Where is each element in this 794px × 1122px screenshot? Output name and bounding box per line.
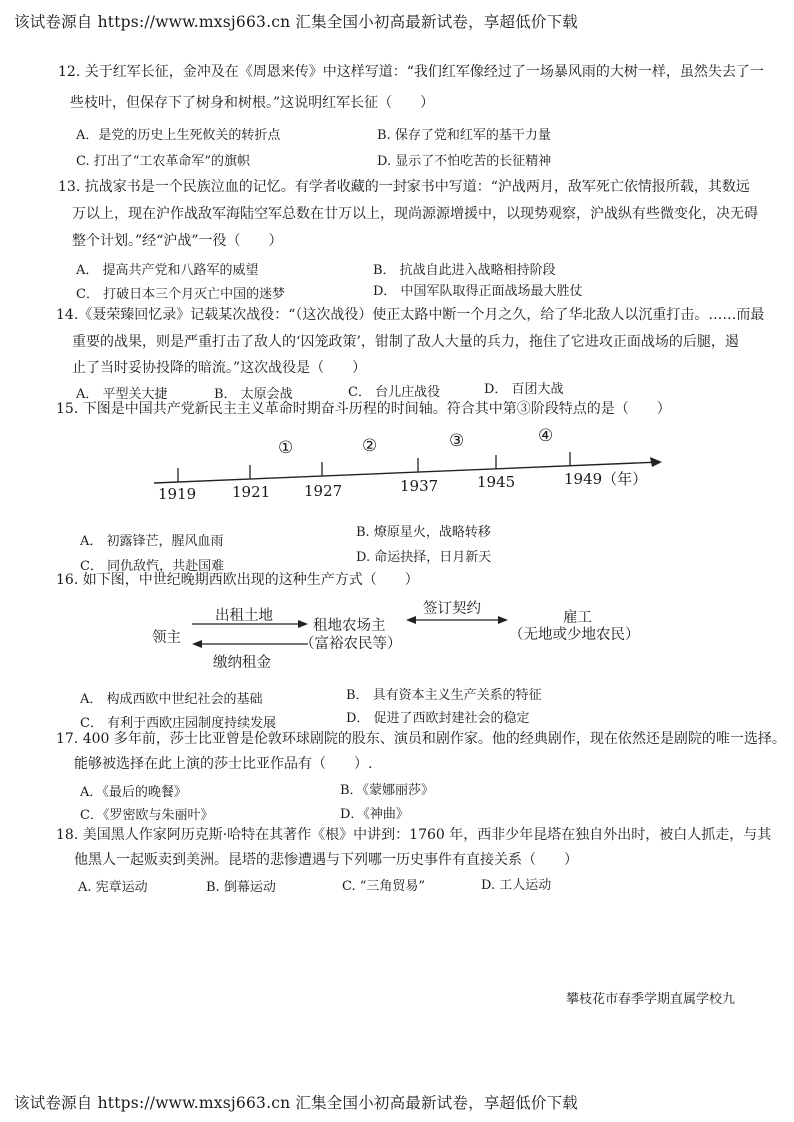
option-a: A．是党的历史上生死攸关的转折点 xyxy=(76,128,281,143)
question-stem-line: 12. 关于红军长征，金冲及在《周恩来传》中这样写道：“我们红军像经过了一场暴风雨的大树一样，虽然失去了一 xyxy=(58,64,764,80)
option-d: D. 显示了不怕吃苦的长征精神 xyxy=(377,154,552,169)
question-stem-line: 15. 下图是中国共产党新民主主义革命时期奋斗历程的时间轴。符合其中第③阶段特点的是（ ） xyxy=(56,401,671,417)
option-b: B. 燎原星火，战略转移 xyxy=(356,525,491,540)
question-stem-line: 重要的战果，则是严重打击了敌人的‘囚笼政策’，钳制了敌人大量的兵力，拖住了它进攻正面战场的后腿，遏 xyxy=(72,334,739,350)
option-c: C． 台儿庄战役 xyxy=(348,385,441,400)
question-stem-line: 16. 如下图，中世纪晚期西欧出现的这种生产方式（ ） xyxy=(56,572,419,588)
option-a: A． 构成西欧中世纪社会的基础 xyxy=(80,692,263,707)
flow-label-contract: 签订契约 xyxy=(423,601,481,617)
option-c: C． 打破日本三个月灭亡中国的迷梦 xyxy=(76,287,286,302)
option-c: C．《罗密欧与朱丽叶》 xyxy=(80,808,214,823)
arrow-rent-head xyxy=(192,640,202,648)
question-stem-line: 13. 抗战家书是一个民族泣血的记忆。有学者收藏的一封家书中写道：“沪战两月，敌军死亡依情报所载，其数远 xyxy=(58,179,750,195)
option-b: B. 倒幕运动 xyxy=(206,880,276,895)
option-d: D． 百团大战 xyxy=(484,382,564,397)
page-header-source: 该试卷源自 https://www.mxsj663.cn 汇集全国小初高最新试卷，享超低价下载 xyxy=(14,13,579,31)
year-label: 1949（年） xyxy=(564,470,648,488)
stage-label-1: ① xyxy=(278,438,294,458)
option-c: C. 打出了“工农革命军”的旗帜 xyxy=(76,154,251,169)
option-c: C． 同仇敌忾，共赴国难 xyxy=(80,559,225,574)
question-stem-line: 止了当时妥协投降的暗流。”这次战役是（ ） xyxy=(72,360,367,376)
option-b: B. 保存了党和红军的基干力量 xyxy=(377,128,551,143)
option-a: A．《最后的晚餐》 xyxy=(80,785,187,800)
stage-label-4: ④ xyxy=(538,426,554,446)
flow-node-laborer-note: （无地或少地农民） xyxy=(509,627,640,643)
timeline-arrowhead xyxy=(650,457,662,467)
option-d: D. 工人运动 xyxy=(481,878,552,893)
stage-label-2: ② xyxy=(362,436,378,456)
question-stem-line: 17. 400 多年前，莎士比亚曾是伦敦环球剧院的股东、演员和剧作家。他的经典剧作，现在依然还是剧院的唯一选择。 xyxy=(56,731,786,747)
option-b: B． 具有资本主义生产关系的特征 xyxy=(346,688,542,703)
arrow-contract-left-head xyxy=(406,616,416,624)
page-footer-source: 该试卷源自 https://www.mxsj663.cn 汇集全国小初高最新试卷，享超低价下载 xyxy=(14,1094,579,1112)
arrow-lease-head xyxy=(298,620,308,628)
flow-arrows xyxy=(188,616,518,656)
question-stem-line: 14.《聂荣臻回忆录》记载某次战役：“（这次战役）使正太路中断一个月之久，给了华北敌人以沉重打击。……而最 xyxy=(56,307,765,323)
option-d: D． 促进了西欧封建社会的稳定 xyxy=(346,711,530,726)
question-stem-line: 些枝叶，但保存下了树身和树根。”这说明红军长征（ ） xyxy=(70,95,435,111)
flow-node-tenant: 租地农场主 xyxy=(313,618,386,634)
flow-label-lease: 出租土地 xyxy=(215,608,273,624)
option-b: B． 抗战自此进入战略相持阶段 xyxy=(373,263,556,278)
year-label: 1921 xyxy=(232,483,271,501)
year-label: 1937 xyxy=(400,477,439,495)
question-stem-line: 万以上，现在沪作战敌军海陆空军总数在廿万以上，现尚源源增援中，以现势观察，沪战纵有些微变化，决无碍 xyxy=(72,206,758,222)
year-label: 1945 xyxy=(477,473,516,491)
arrow-contract-right-head xyxy=(498,616,508,624)
school-label: 攀枝花市春季学期直属学校九 xyxy=(566,992,736,1007)
option-a: A． 初露锋芒，腥风血雨 xyxy=(80,534,224,549)
question-stem-line: 整个计划。”经“沪战”一役（ ） xyxy=(72,233,283,249)
flow-node-lord: 领主 xyxy=(152,630,181,646)
option-c: C. “三角贸易” xyxy=(342,879,426,894)
option-d: D. 命运抉择，日月新天 xyxy=(356,550,492,565)
year-label: 1919 xyxy=(158,485,197,503)
question-stem-line: 他黑人一起贩卖到美洲。昆塔的悲惨遭遇与下列哪一历史事件有直接关系（ ） xyxy=(74,852,578,868)
year-label: 1927 xyxy=(304,482,343,500)
option-b: B． 太原会战 xyxy=(214,387,293,402)
option-b: B．《蒙娜丽莎》 xyxy=(340,783,435,798)
option-d: D．《神曲》 xyxy=(340,807,409,822)
flow-node-tenant-note: （富裕农民等） xyxy=(300,636,402,652)
option-a: A． 平型关大捷 xyxy=(76,387,168,402)
stage-label-3: ③ xyxy=(449,431,465,451)
question-stem-line: 能够被选择在此上演的莎士比亚作品有（ ）. xyxy=(74,756,373,772)
option-a: A． 提高共产党和八路军的威望 xyxy=(76,263,259,278)
question-stem-line: 18. 美国黑人作家阿历克斯·哈特在其著作《根》中讲到：1760 年，西非少年昆塔在独自外出时，被白人抓走，与其 xyxy=(56,827,772,843)
flow-node-laborer: 雇工 xyxy=(563,610,592,626)
flow-label-rent: 缴纳租金 xyxy=(213,655,271,671)
option-a: A. 宪章运动 xyxy=(78,880,148,895)
option-c: C． 有利于西欧庄园制度持续发展 xyxy=(80,716,277,731)
option-d: D． 中国军队取得正面战场最大胜仗 xyxy=(373,284,583,299)
